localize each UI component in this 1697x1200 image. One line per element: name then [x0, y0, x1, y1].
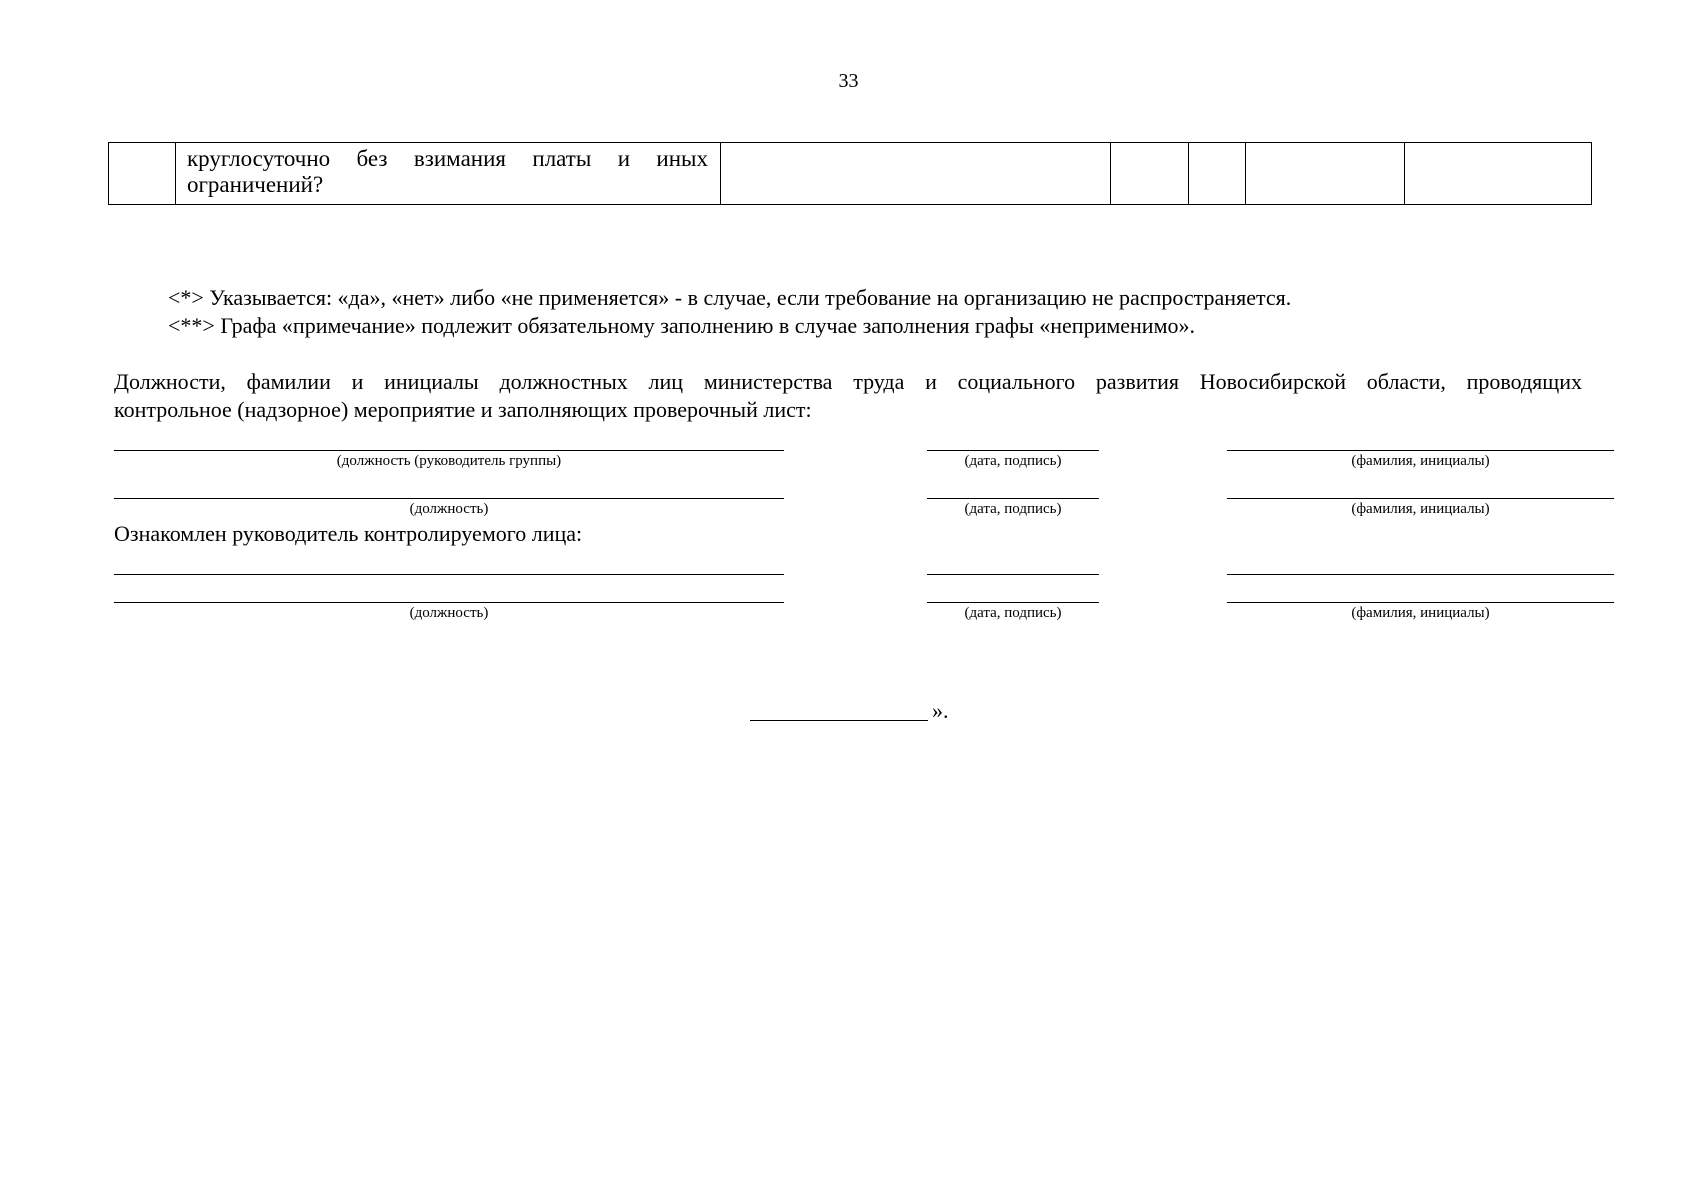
name-initials-caption: (фамилия, инициалы)	[1351, 605, 1490, 621]
name-signature-line	[1227, 450, 1614, 451]
position-signature-line	[114, 602, 784, 603]
table-row	[109, 143, 1592, 205]
date-signature-line	[927, 498, 1099, 499]
closing-mark: ».	[932, 698, 949, 723]
question-cell: круглосуточно без взимания платы и иных ограничений?	[176, 143, 721, 205]
date-signature-line	[927, 450, 1099, 451]
position-signature-line	[114, 498, 784, 499]
officials-paragraph-line-1: Должности, фамилии и инициалы должностных лиц министерства труда и социального развития Новосибирской области, проводящих	[114, 369, 1582, 394]
name-signature-line	[1227, 498, 1614, 499]
no-cell	[1189, 143, 1246, 205]
officials-paragraph-line-2: контрольное (надзорное) мероприятие и заполняющих проверочный лист:	[114, 397, 812, 422]
position-signature-line	[114, 450, 784, 451]
yes-cell	[1111, 143, 1189, 205]
date-signature-line	[927, 602, 1099, 603]
footnote-1: <*> Указывается: «да», «нет» либо «не применяется» - в случае, если требование на организацию не распространяется.	[168, 285, 1292, 310]
date-signature-line	[927, 574, 1099, 575]
position-caption: (должность)	[409, 501, 489, 517]
name-initials-caption: (фамилия, инициалы)	[1351, 501, 1490, 517]
footnote-2: <**> Графа «примечание» подлежит обязательному заполнению в случае заполнения графы «неприменимо».	[168, 313, 1196, 338]
row-number-cell	[109, 143, 176, 205]
name-initials-caption: (фамилия, инициалы)	[1351, 453, 1490, 469]
not-applicable-cell	[1246, 143, 1405, 205]
closing-line	[750, 720, 928, 721]
officials-paragraph	[114, 368, 1582, 424]
position-signature-line	[114, 574, 784, 575]
acquainted-label: Ознакомлен руководитель контролируемого лица:	[114, 521, 583, 546]
date-signature-caption: (дата, подпись)	[964, 453, 1062, 469]
date-signature-caption: (дата, подпись)	[964, 605, 1062, 621]
date-signature-caption: (дата, подпись)	[964, 501, 1062, 517]
position-caption: (должность)	[409, 605, 489, 621]
name-signature-line	[1227, 602, 1614, 603]
note-cell	[1405, 143, 1592, 205]
legal-reference-cell	[721, 143, 1111, 205]
name-signature-line	[1227, 574, 1614, 575]
position-head-caption: (должность (руководитель группы)	[336, 453, 562, 469]
page-number: 33	[838, 70, 859, 92]
checklist-table	[108, 142, 1592, 205]
